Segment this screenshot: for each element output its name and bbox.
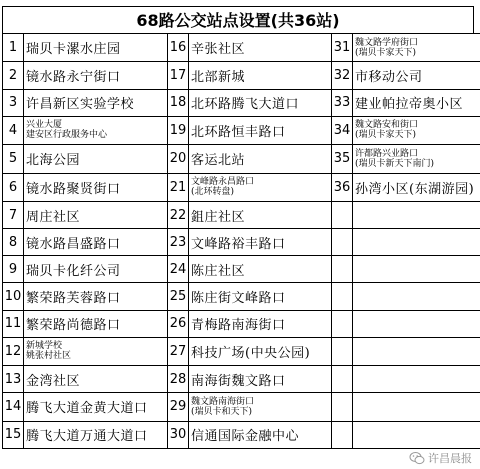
stop-number: 17 (168, 62, 189, 89)
stop-number: 15 (3, 421, 24, 448)
stop-name: 瑞贝卡漯水庄园 (24, 34, 168, 62)
stop-number: 2 (3, 62, 24, 89)
empty-cell (353, 310, 480, 337)
stop-number: 11 (3, 310, 24, 337)
stop-number: 13 (3, 366, 24, 393)
stop-number: 24 (168, 256, 189, 283)
empty-cell (332, 256, 353, 283)
stop-name-line2: 姚张村社区 (26, 351, 72, 362)
stop-name: 客运北站 (189, 145, 332, 173)
empty-cell (332, 366, 353, 393)
empty-cell (332, 229, 353, 256)
stop-number: 31 (332, 34, 353, 62)
table-row (3, 89, 480, 116)
table-row (3, 310, 480, 337)
stop-name: 文峰路裕丰路口 (189, 229, 332, 256)
stop-number: 7 (3, 202, 24, 229)
stop-name: 鉏庄社区 (189, 202, 332, 229)
stop-name: 金湾社区 (24, 366, 168, 393)
stop-name-line2: (北环转盘) (191, 187, 235, 198)
stop-name: 许昌新区实验学校 (24, 89, 168, 116)
empty-cell (332, 202, 353, 229)
empty-cell (353, 366, 480, 393)
empty-cell (332, 337, 353, 365)
table-row (3, 145, 480, 173)
stop-name: 繁荣路尚德路口 (24, 310, 168, 337)
stop-name: 北部新城 (189, 62, 332, 89)
table-row (3, 116, 480, 144)
table-title: 68路公交站点设置(共36站) (2, 6, 474, 34)
table-row (3, 393, 480, 421)
stop-name: 北环路腾飞大道口 (189, 89, 332, 116)
stop-name: 辛张社区 (189, 34, 332, 62)
stop-name (24, 116, 168, 144)
stop-number: 22 (168, 202, 189, 229)
stop-name-line1: 文峰路永昌路口 (191, 177, 255, 188)
stop-name-line2: (瑞贝卡新天下南门) (355, 158, 435, 169)
stop-name-line1: 许都路兴业路口 (355, 148, 419, 159)
stop-number: 14 (3, 393, 24, 421)
table-row (3, 62, 480, 89)
stop-number: 21 (168, 173, 189, 201)
stop-name-line1: 兴业大厦 (26, 120, 63, 131)
watermark-text: 许昌晨报 (428, 452, 472, 465)
stop-name: 周庄社区 (24, 202, 168, 229)
empty-cell (332, 310, 353, 337)
empty-cell (353, 229, 480, 256)
table-row (3, 256, 480, 283)
stop-name (353, 116, 480, 144)
watermark (409, 449, 472, 467)
stop-name: 镜水路昌盛路口 (24, 229, 168, 256)
table-row (3, 337, 480, 365)
empty-cell (353, 421, 480, 448)
stop-name-line1: 新城学校 (26, 341, 63, 352)
stop-number: 34 (332, 116, 353, 144)
table-row (3, 283, 480, 310)
stop-number: 4 (3, 116, 24, 144)
stop-number: 33 (332, 89, 353, 116)
stop-name (189, 393, 332, 421)
stop-name-line1: 魏文路学府街口 (355, 37, 419, 48)
empty-cell (353, 337, 480, 365)
stop-number: 23 (168, 229, 189, 256)
stop-number: 18 (168, 89, 189, 116)
stop-number: 29 (168, 393, 189, 421)
stop-name: 孙湾小区(东湖游园) (353, 173, 480, 201)
stop-name: 北环路恒丰路口 (189, 116, 332, 144)
stop-name: 建业帕拉帝奥小区 (353, 89, 480, 116)
stop-name-line2: (瑞贝卡和天下) (191, 406, 253, 417)
stop-number: 35 (332, 145, 353, 173)
stop-name (189, 173, 332, 201)
stop-name: 青梅路南海街口 (189, 310, 332, 337)
stop-number: 26 (168, 310, 189, 337)
stop-name: 南海街魏文路口 (189, 366, 332, 393)
stop-number: 20 (168, 145, 189, 173)
empty-cell (353, 283, 480, 310)
table-row (3, 366, 480, 393)
stop-name (24, 337, 168, 365)
stop-name: 镜水路聚贤街口 (24, 173, 168, 201)
stop-name: 镜水路永宁街口 (24, 62, 168, 89)
stop-name-line1: 魏文路南海街口 (191, 396, 255, 407)
empty-cell (353, 256, 480, 283)
table-row (3, 173, 480, 201)
stop-number: 25 (168, 283, 189, 310)
stop-name (353, 34, 480, 62)
empty-cell (353, 202, 480, 229)
stop-name: 市移动公司 (353, 62, 480, 89)
stop-number: 3 (3, 89, 24, 116)
stop-number: 6 (3, 173, 24, 201)
table-row (3, 421, 480, 448)
stop-name: 繁荣路芙蓉路口 (24, 283, 168, 310)
stop-number: 36 (332, 173, 353, 201)
stop-name-line2: (瑞贝卡家天下) (355, 47, 417, 58)
wechat-icon (409, 450, 425, 466)
stop-name-line2: (瑞贝卡家天下) (355, 130, 417, 141)
stop-name: 北海公园 (24, 145, 168, 173)
stop-number: 27 (168, 337, 189, 365)
table-row (3, 34, 480, 62)
stop-name (353, 145, 480, 173)
empty-cell (332, 393, 353, 421)
empty-cell (332, 421, 353, 448)
stop-number: 16 (168, 34, 189, 62)
stop-name-line1: 魏文路安和街口 (355, 120, 419, 131)
stop-name: 陈庄社区 (189, 256, 332, 283)
table-row (3, 202, 480, 229)
stop-number: 9 (3, 256, 24, 283)
stop-name: 陈庄街文峰路口 (189, 283, 332, 310)
stop-number: 12 (3, 337, 24, 365)
table-row (3, 229, 480, 256)
stop-name: 腾飞大道万通大道口 (24, 421, 168, 448)
stop-number: 30 (168, 421, 189, 448)
stop-number: 5 (3, 145, 24, 173)
stop-number: 19 (168, 116, 189, 144)
stop-number: 10 (3, 283, 24, 310)
stops-table (2, 33, 480, 449)
stop-name: 腾飞大道金黄大道口 (24, 393, 168, 421)
stop-name: 瑞贝卡化纤公司 (24, 256, 168, 283)
stop-number: 8 (3, 229, 24, 256)
stop-name: 信通国际金融中心 (189, 421, 332, 448)
stop-name: 科技广场(中央公园) (189, 337, 332, 365)
stop-number: 1 (3, 34, 24, 62)
empty-cell (353, 393, 480, 421)
stop-name-line2: 建安区行政服务中心 (26, 130, 108, 141)
empty-cell (332, 283, 353, 310)
stop-number: 32 (332, 62, 353, 89)
stop-number: 28 (168, 366, 189, 393)
